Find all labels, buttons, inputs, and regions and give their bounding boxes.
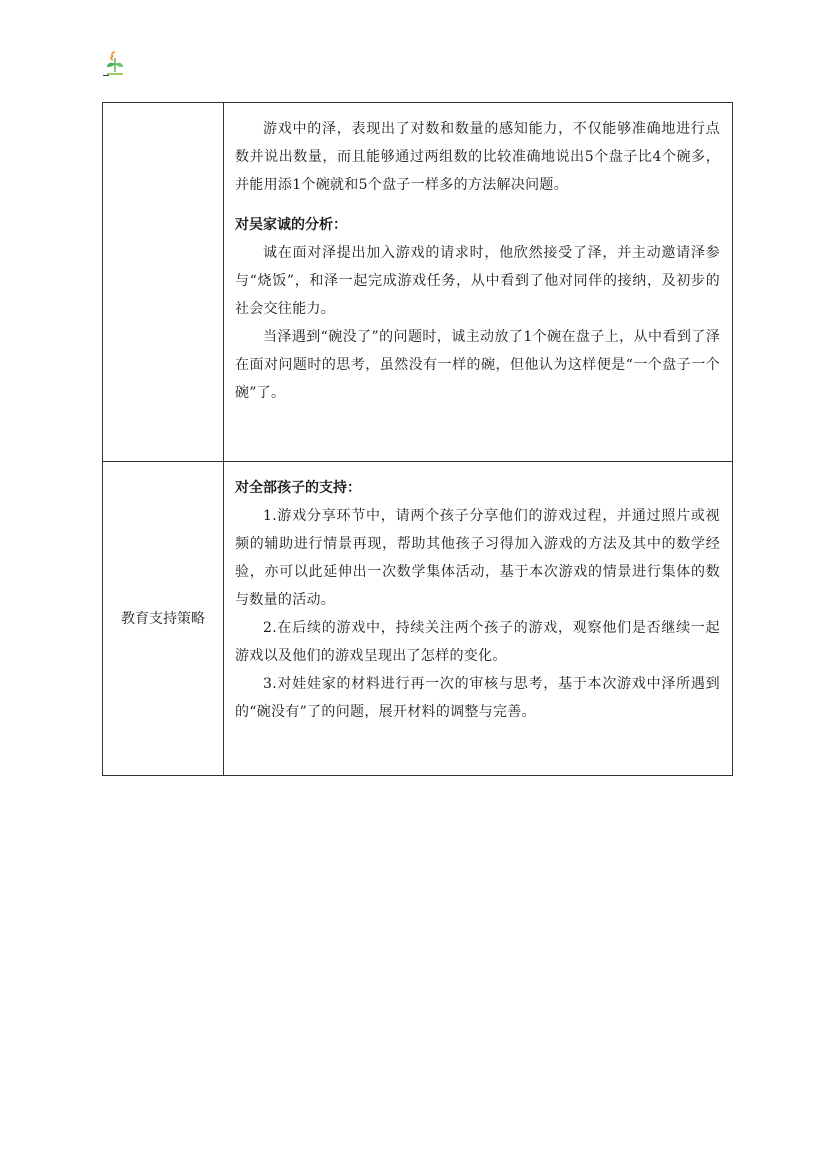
support-item-1: 1.游戏分享环节中，请两个孩子分享他们的游戏过程，并通过照片或视频的辅助进行情景再现，帮助其他孩子习得加入游戏的方法及其中的数学经验，亦可以此延伸出一次数学集体活动，基于本次游戏的情景进行集体的数与数量的活动。	[235, 508, 720, 608]
wu-analysis-heading: 对吴家诚的分析：	[235, 217, 347, 233]
analysis-row	[103, 103, 733, 462]
analysis-content-cell	[224, 103, 733, 462]
wu-analysis-paragraph-1: 诚在面对泽提出加入游戏的请求时，他欣然接受了泽，并主动邀请泽参与“烧饭”，和泽一起完成游戏任务，从中看到了他对同伴的接纳，及初步的社会交往能力。	[235, 245, 720, 317]
support-strategy-row	[103, 462, 733, 776]
support-strategy-label: 教育支持策略	[103, 462, 224, 776]
support-item-3: 3.对娃娃家的材料进行再一次的审核与思考，基于本次游戏中泽所遇到的“碗没有”了的问题，展开材料的调整与完善。	[235, 676, 720, 720]
analysis-label-cell	[103, 103, 224, 462]
wu-analysis-paragraph-2: 当泽遇到“碗没了”的问题时，诚主动放了1个碗在盘子上，从中看到了泽在面对问题时的思考，虽然没有一样的碗，但他认为这样便是“一个盘子一个碗”了。	[235, 329, 720, 401]
logo-underline	[103, 75, 109, 76]
observation-record-table	[102, 102, 733, 776]
support-item-2: 2.在后续的游戏中，持续关注两个孩子的游戏，观察他们是否继续一起游戏以及他们的游戏呈现出了怎样的变化。	[235, 620, 720, 664]
school-logo-icon	[103, 48, 127, 78]
support-strategy-content-cell	[224, 462, 733, 776]
ze-analysis-paragraph: 游戏中的泽，表现出了对数和数量的感知能力，不仅能够准确地进行点数并说出数量，而且能够通过两组数的比较准确地说出5个盘子比4个碗多，并能用添1个碗就和5个盘子一样多的方法解决问题。	[235, 121, 720, 193]
support-heading: 对全部孩子的支持：	[235, 480, 361, 496]
